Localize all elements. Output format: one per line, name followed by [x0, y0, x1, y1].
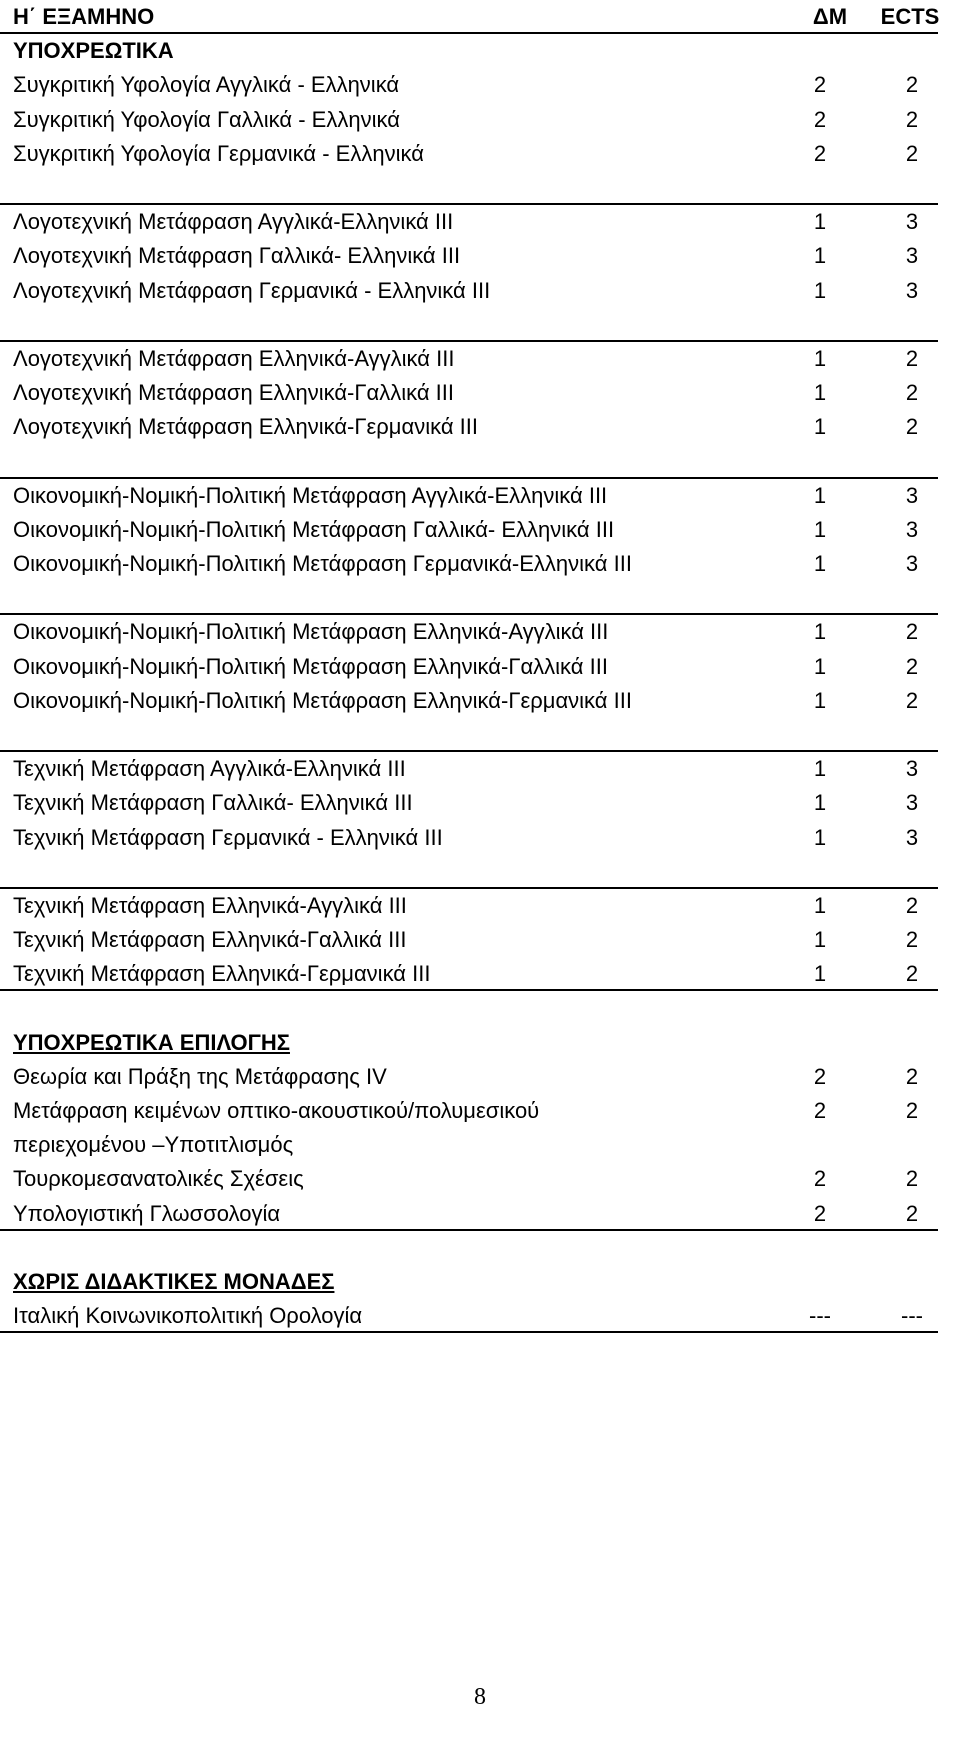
- course-ects: 3: [905, 277, 919, 303]
- course-row: [0, 376, 938, 410]
- course-name: Τεχνική Μετάφραση Ελληνικά-Γαλλικά ΙΙΙ: [13, 927, 407, 953]
- course-name: Λογοτεχνική Μετάφραση Γερμανικά - Ελληνικά ΙΙΙ: [13, 277, 491, 303]
- course-name: Λογοτεχνική Μετάφραση Ελληνικά-Αγγλικά ΙΙΙ: [13, 345, 455, 371]
- dm-column-header: ΔΜ: [812, 4, 848, 29]
- course-ects: 3: [905, 516, 919, 542]
- course-row: [0, 752, 938, 786]
- section-title: ΧΩΡΙΣ ΔΙΔΑΚΤΙΚΕΣ ΜΟΝΑΔΕΣ: [13, 1268, 335, 1294]
- course-dm: 2: [813, 140, 827, 166]
- section-gap: [0, 1231, 938, 1265]
- course-name: Τεχνική Μετάφραση Γαλλικά- Ελληνικά ΙΙΙ: [13, 790, 413, 816]
- course-name: Ιταλική Κοινωνικοπολιτική Ορολογία: [13, 1303, 363, 1329]
- group-divider: [0, 444, 938, 478]
- course-ects: 3: [905, 824, 919, 850]
- course-ects: 2: [905, 927, 919, 953]
- course-row: [0, 513, 938, 547]
- course-row: [0, 923, 938, 957]
- group-divider: [0, 718, 938, 752]
- course-row: [0, 1060, 938, 1094]
- course-ects: 2: [905, 1063, 919, 1089]
- course-ects: 2: [905, 414, 919, 440]
- course-row: [0, 615, 938, 649]
- course-dm: 2: [813, 106, 827, 132]
- course-row: [0, 1162, 938, 1196]
- course-row: [0, 137, 938, 171]
- course-row: [0, 239, 938, 273]
- course-name: Οικονομική-Νομική-Πολιτική Μετάφραση Γερμανικά-Ελληνικά ΙΙΙ: [13, 551, 632, 576]
- course-name: Τεχνική Μετάφραση Ελληνικά-Αγγλικά ΙΙΙ: [13, 892, 407, 918]
- course-dm: 1: [813, 482, 827, 508]
- table-header: [0, 0, 938, 34]
- course-ects: 2: [905, 1166, 919, 1192]
- course-dm: 2: [813, 1098, 827, 1123]
- course-name: Τεχνική Μετάφραση Αγγλικά-Ελληνικά ΙΙΙ: [13, 756, 406, 782]
- course-name: Θεωρία και Πράξη της Μετάφρασης IV: [13, 1063, 387, 1089]
- course-ects: 2: [905, 1098, 919, 1123]
- course-ects: 3: [905, 482, 919, 508]
- group-divider: [0, 308, 938, 342]
- course-row: [0, 103, 938, 137]
- course-row: [0, 479, 938, 513]
- section-gap: [0, 991, 938, 1025]
- course-ects: 2: [905, 892, 919, 918]
- semester-title: Η΄ ΕΞΑΜΗΝΟ: [13, 4, 155, 29]
- course-dm: 1: [813, 516, 827, 542]
- course-name: Τεχνική Μετάφραση Ελληνικά-Γερμανικά ΙΙΙ: [13, 961, 431, 987]
- course-name: Συγκριτική Υφολογία Αγγλικά - Ελληνικά: [13, 72, 400, 98]
- course-row: [0, 650, 938, 684]
- course-row: [0, 274, 938, 308]
- section-heading-mandatory-elective: [0, 1026, 938, 1060]
- course-dm: 1: [813, 687, 827, 713]
- course-name: Οικονομική-Νομική-Πολιτική Μετάφραση Ελληνικά-Γαλλικά ΙΙΙ: [13, 653, 608, 679]
- course-row: [0, 1299, 938, 1333]
- course-ects: 2: [905, 687, 919, 713]
- section-heading-mandatory: [0, 34, 938, 68]
- course-ects: 3: [905, 243, 919, 269]
- course-row: [0, 205, 938, 239]
- course-ects: 2: [905, 345, 919, 371]
- course-dm: 1: [813, 414, 827, 440]
- course-dm: 2: [813, 1063, 827, 1089]
- course-ects: 2: [905, 72, 919, 98]
- section-title: ΥΠΟΧΡΕΩΤΙΚΑ: [13, 38, 174, 64]
- course-dm: 1: [813, 824, 827, 850]
- ects-column-header: ECTS: [880, 4, 940, 29]
- section-title: ΥΠΟΧΡΕΩΤΙΚΑ ΕΠΙΛΟΓΗΣ: [13, 1029, 290, 1055]
- course-row: [0, 342, 938, 376]
- course-dm: ---: [809, 1303, 831, 1329]
- course-dm: 1: [813, 551, 827, 576]
- course-name: Λογοτεχνική Μετάφραση Ελληνικά-Γερμανικά ΙΙΙ: [13, 414, 478, 440]
- course-dm: 1: [813, 345, 827, 371]
- course-row: [0, 786, 938, 820]
- course-dm: 1: [813, 277, 827, 303]
- course-ects: 2: [905, 619, 919, 645]
- course-ects: 2: [905, 1200, 919, 1226]
- course-dm: 1: [813, 790, 827, 816]
- course-row: [0, 684, 938, 718]
- course-row: [0, 957, 938, 991]
- course-ects: 3: [905, 790, 919, 816]
- group-divider: [0, 171, 938, 205]
- course-name: Μετάφραση κειμένων οπτικο-ακουστικού/πολυμεσικού περιεχομένου –Υποτιτλισμός: [13, 1098, 540, 1157]
- course-row: [0, 1197, 938, 1231]
- course-row: [0, 1094, 938, 1162]
- section-heading-no-credits: [0, 1265, 938, 1299]
- course-name: Τεχνική Μετάφραση Γερμανικά - Ελληνικά ΙΙΙ: [13, 824, 443, 850]
- group-divider: [0, 581, 938, 615]
- course-dm: 1: [813, 756, 827, 782]
- course-name: Οικονομική-Νομική-Πολιτική Μετάφραση Ελληνικά-Γερμανικά ΙΙΙ: [13, 687, 632, 713]
- course-ects: ---: [901, 1303, 923, 1329]
- course-ects: 2: [905, 380, 919, 406]
- course-name: Οικονομική-Νομική-Πολιτική Μετάφραση Ελληνικά-Αγγλικά ΙΙΙ: [13, 619, 609, 645]
- course-row: [0, 889, 938, 923]
- course-name: Οικονομική-Νομική-Πολιτική Μετάφραση Γαλλικά- Ελληνικά ΙΙΙ: [13, 516, 615, 542]
- course-name: Οικονομική-Νομική-Πολιτική Μετάφραση Αγγλικά-Ελληνικά ΙΙΙ: [13, 482, 608, 508]
- course-name: Τουρκομεσανατολικές Σχέσεις: [13, 1166, 304, 1192]
- course-dm: 2: [813, 72, 827, 98]
- course-ects: 3: [905, 209, 919, 235]
- course-dm: 1: [813, 653, 827, 679]
- course-dm: 1: [813, 927, 827, 953]
- course-ects: 2: [905, 653, 919, 679]
- course-ects: 3: [905, 756, 919, 782]
- course-ects: 2: [905, 140, 919, 166]
- course-dm: 1: [813, 243, 827, 269]
- course-row: [0, 68, 938, 102]
- course-dm: 2: [813, 1166, 827, 1192]
- course-row: [0, 821, 938, 855]
- course-ects: 2: [905, 106, 919, 132]
- course-ects: 2: [905, 961, 919, 987]
- page-number: 8: [474, 1684, 486, 1710]
- course-name: Λογοτεχνική Μετάφραση Γαλλικά- Ελληνικά ΙΙΙ: [13, 243, 461, 269]
- course-name: Υπολογιστική Γλωσσολογία: [13, 1200, 281, 1226]
- course-name: Λογοτεχνική Μετάφραση Ελληνικά-Γαλλικά ΙΙΙ: [13, 380, 454, 406]
- course-name: Συγκριτική Υφολογία Γαλλικά - Ελληνικά: [13, 106, 400, 132]
- course-dm: 1: [813, 961, 827, 987]
- course-row: [0, 547, 938, 581]
- group-divider: [0, 855, 938, 889]
- course-row: [0, 410, 938, 444]
- course-name: Συγκριτική Υφολογία Γερμανικά - Ελληνικά: [13, 140, 424, 166]
- course-dm: 1: [813, 209, 827, 235]
- course-dm: 1: [813, 380, 827, 406]
- course-dm: 1: [813, 619, 827, 645]
- course-name: Λογοτεχνική Μετάφραση Αγγλικά-Ελληνικά ΙΙΙ: [13, 209, 454, 235]
- course-dm: 1: [813, 892, 827, 918]
- course-ects: 3: [905, 551, 919, 576]
- course-dm: 2: [813, 1200, 827, 1226]
